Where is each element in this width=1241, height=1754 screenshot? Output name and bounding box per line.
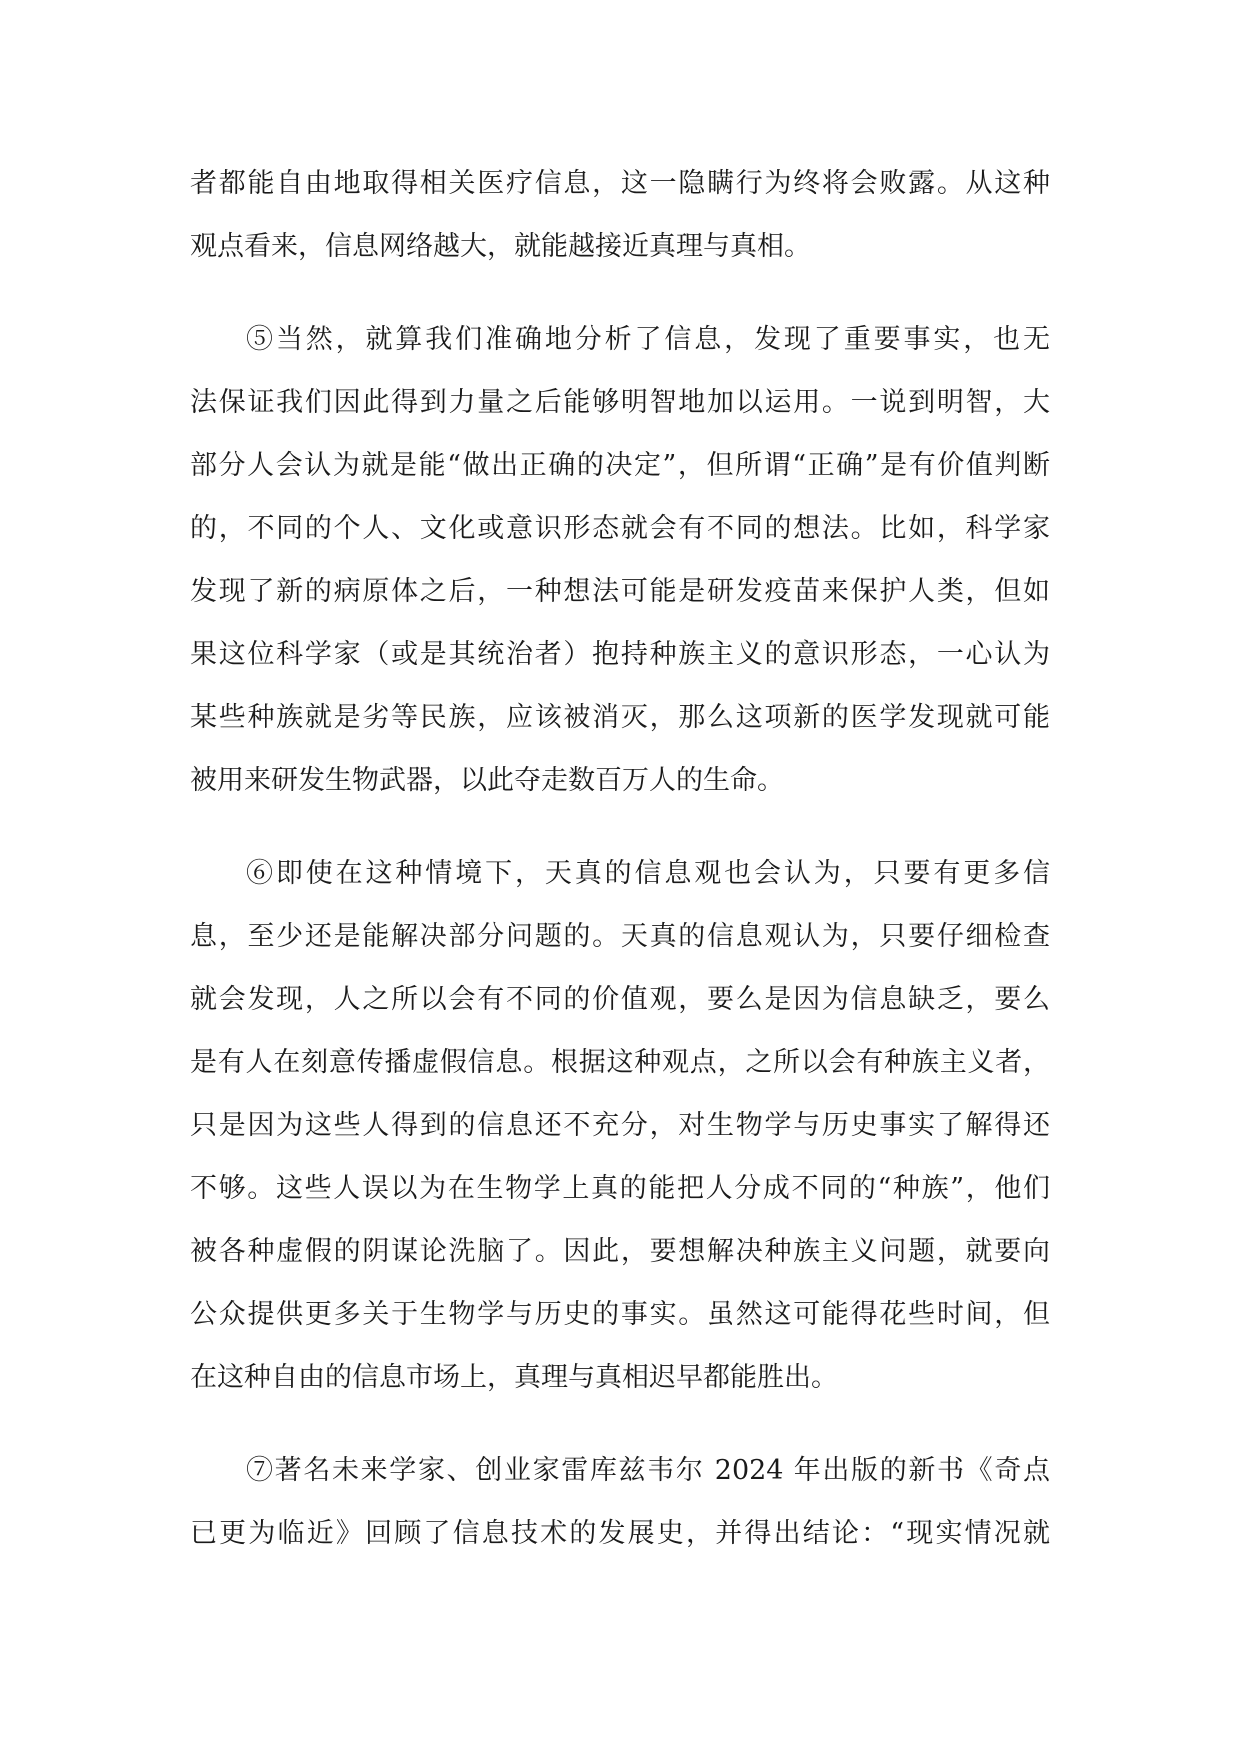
paragraph-line: 发现了新的病原体之后，一种想法可能是研发疫苗来保护人类，但如: [190, 576, 1050, 607]
paragraph-line: 的，不同的个人、文化或意识形态就会有不同的想法。比如，科学家: [190, 513, 1050, 544]
paragraph-line: 在这种自由的信息市场上，真理与真相迟早都能胜出。: [190, 1362, 838, 1393]
paragraph-line: 被用来研发生物武器，以此夺走数百万人的生命。: [190, 765, 784, 796]
paragraph-line: 者都能自由地取得相关医疗信息，这一隐瞒行为终将会败露。从这种: [190, 168, 1050, 199]
paragraph-line: 被各种虚假的阴谋论洗脑了。因此，要想解决种族主义问题，就要向: [190, 1236, 1050, 1267]
paragraph-line: 不够。这些人误以为在生物学上真的能把人分成不同的“种族”，他们: [190, 1173, 1050, 1204]
paragraph-line: 法保证我们因此得到力量之后能够明智地加以运用。一说到明智，大: [190, 387, 1050, 418]
paragraph-line: 只是因为这些人得到的信息还不充分，对生物学与历史事实了解得还: [190, 1110, 1050, 1141]
paragraph-line: 公众提供更多关于生物学与历史的事实。虽然这可能得花些时间，但: [190, 1299, 1050, 1330]
paragraph-line: 果这位科学家（或是其统治者）抱持种族主义的意识形态，一心认为: [190, 639, 1050, 670]
paragraph-line: 就会发现，人之所以会有不同的价值观，要么是因为信息缺乏，要么: [190, 984, 1050, 1015]
paragraph-line: 观点看来，信息网络越大，就能越接近真理与真相。: [190, 231, 811, 262]
paragraph-line: 某些种族就是劣等民族，应该被消灭，那么这项新的医学发现就可能: [190, 702, 1050, 733]
paragraph-line: 是有人在刻意传播虚假信息。根据这种观点，之所以会有种族主义者，: [190, 1047, 1050, 1078]
paragraph-line: 息，至少还是能解决部分问题的。天真的信息观认为，只要仔细检查: [190, 921, 1050, 952]
paragraph-line: ⑥即使在这种情境下，天真的信息观也会认为，只要有更多信: [246, 858, 1050, 889]
paragraph-line: 部分人会认为就是能“做出正确的决定”，但所谓“正确”是有价值判断: [190, 450, 1050, 481]
paragraph-line: ⑤当然，就算我们准确地分析了信息，发现了重要事实，也无: [246, 324, 1050, 355]
paragraph-line: ⑦著名未来学家、创业家雷库兹韦尔 2024 年出版的新书《奇点: [246, 1455, 1050, 1486]
paragraph-line: 已更为临近》回顾了信息技术的发展史，并得出结论：“现实情况就: [190, 1518, 1050, 1549]
